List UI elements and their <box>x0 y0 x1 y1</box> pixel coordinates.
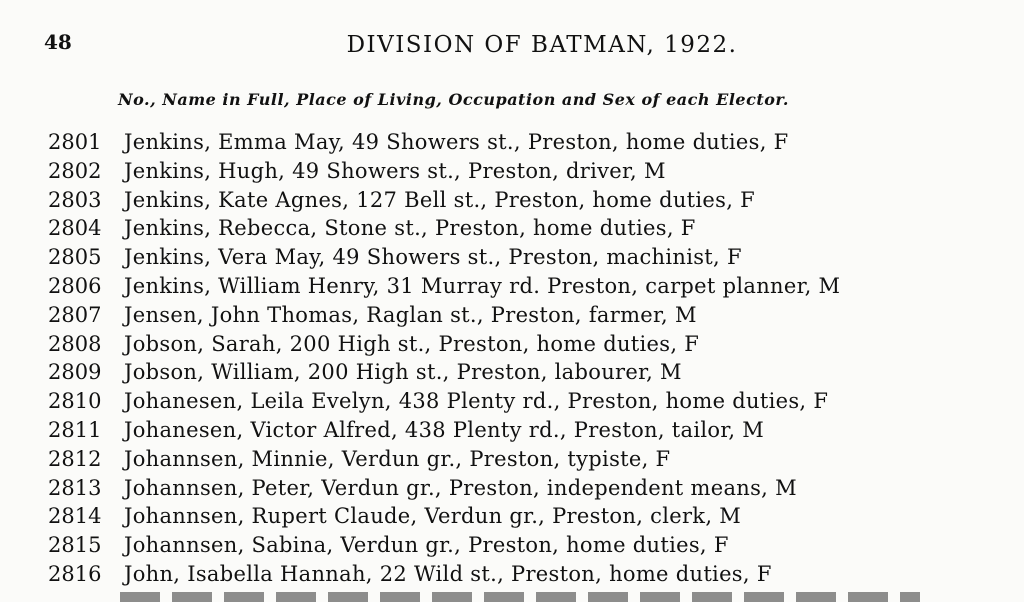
list-item <box>48 358 1008 387</box>
list-item <box>48 502 1008 531</box>
elector-number: 2815 <box>48 533 102 558</box>
elector-entry: Jobson, Sarah, 200 High st., Preston, home duties, F <box>124 331 700 356</box>
elector-number: 2816 <box>48 561 102 586</box>
page-title: DIVISION OF BATMAN, 1922. <box>346 32 738 58</box>
list-item <box>48 128 1008 157</box>
list-item <box>48 157 1008 186</box>
elector-number: 2812 <box>48 446 102 471</box>
list-item <box>48 387 1008 416</box>
list-item <box>48 186 1008 215</box>
elector-entry: Jensen, John Thomas, Raglan st., Preston, farmer, M <box>124 302 697 327</box>
column-header: No., Name in Full, Place of Living, Occupation and Sex of each Elector. <box>118 90 789 109</box>
elector-number: 2814 <box>48 504 102 529</box>
elector-number: 2807 <box>48 302 102 327</box>
list-item <box>48 531 1008 560</box>
elector-number: 2808 <box>48 331 102 356</box>
list-item <box>48 330 1008 359</box>
elector-number: 2809 <box>48 360 102 385</box>
elector-entry: John, Isabella Hannah, 22 Wild st., Preston, home duties, F <box>124 561 772 586</box>
elector-number: 2806 <box>48 273 102 298</box>
list-item <box>48 445 1008 474</box>
elector-entry: Jenkins, Hugh, 49 Showers st., Preston, driver, M <box>124 158 666 183</box>
list-item <box>48 474 1008 503</box>
elector-entry: Jenkins, Emma May, 49 Showers st., Preston, home duties, F <box>124 130 789 154</box>
elector-number: 2803 <box>48 187 102 212</box>
elector-entry: Johannsen, Sabina, Verdun gr., Preston, home duties, F <box>124 533 729 558</box>
elector-entry: Johanesen, Victor Alfred, 438 Plenty rd., Preston, tailor, M <box>124 417 765 442</box>
elector-entry: Johannsen, Peter, Verdun gr., Preston, independent means, M <box>124 475 797 500</box>
elector-number: 2813 <box>48 475 102 500</box>
elector-entry: Johannsen, Rupert Claude, Verdun gr., Preston, clerk, M <box>124 504 742 529</box>
cut-off-text-line <box>120 592 920 602</box>
elector-entry: Jenkins, Vera May, 49 Showers st., Preston, machinist, F <box>124 245 742 270</box>
elector-number: 2805 <box>48 245 102 270</box>
list-item <box>48 272 1008 301</box>
list-item <box>48 214 1008 243</box>
list-item <box>48 243 1008 272</box>
list-item <box>48 560 1008 589</box>
electoral-roll-list <box>48 128 1008 589</box>
elector-entry: Jenkins, Kate Agnes, 127 Bell st., Preston, home duties, F <box>124 187 756 212</box>
elector-number: 2801 <box>48 130 102 154</box>
elector-number: 2802 <box>48 158 102 183</box>
elector-entry: Johanesen, Leila Evelyn, 438 Plenty rd., Preston, home duties, F <box>124 389 829 414</box>
elector-number: 2811 <box>48 417 102 442</box>
list-item <box>48 416 1008 445</box>
list-item <box>48 301 1008 330</box>
elector-number: 2810 <box>48 389 102 414</box>
elector-number: 2804 <box>48 216 102 241</box>
elector-entry: Jobson, William, 200 High st., Preston, labourer, M <box>124 360 682 385</box>
elector-entry: Jenkins, William Henry, 31 Murray rd. Preston, carpet planner, M <box>124 273 841 298</box>
elector-entry: Johannsen, Minnie, Verdun gr., Preston, typiste, F <box>124 446 671 471</box>
page-number: 48 <box>44 30 72 54</box>
elector-entry: Jenkins, Rebecca, Stone st., Preston, home duties, F <box>124 216 696 241</box>
